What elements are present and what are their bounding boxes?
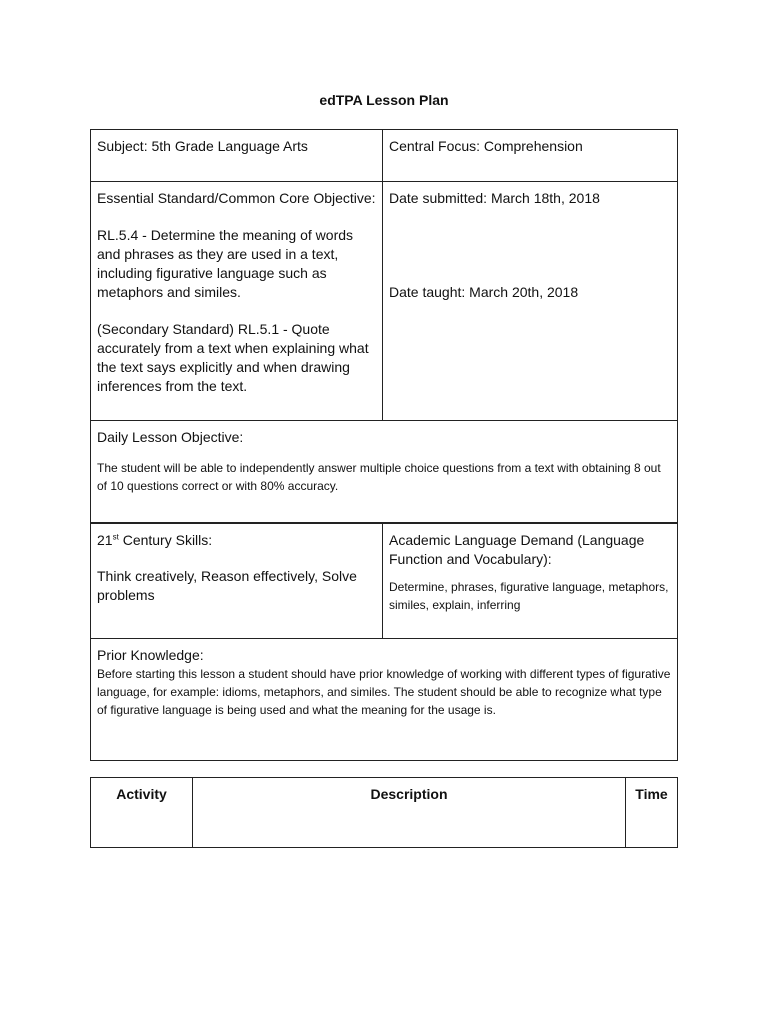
academic-language-text: Determine, phrases, figurative language, metaphors, similes, explain, inferring — [389, 580, 669, 612]
prior-knowledge-heading: Prior Knowledge: — [97, 647, 204, 663]
skills-heading-text: Century Skills: — [118, 532, 213, 548]
description-header: Description — [193, 778, 626, 847]
skills-heading — [97, 531, 376, 550]
time-header: Time — [635, 786, 668, 802]
prior-knowledge-text: Before starting this lesson a student should have prior knowledge of working with different types of figurative language, for example: idioms, metaphors, and similes. The student should be able to recognize what type of figurative language is being used and what the meaning for the usage is. — [97, 667, 671, 717]
activity-header: Activity — [91, 778, 193, 847]
date-taught: Date taught: March 20th, 2018 — [389, 284, 579, 300]
primary-standard: RL.5.4 - Determine the meaning of words and phrases as they are used in a text, including figurative language such as metaphors and similes. — [97, 227, 354, 300]
standards-cell — [91, 182, 383, 420]
skills-heading-number: 21 — [97, 532, 113, 548]
daily-objective-text: The student will be able to independently answer multiple choice questions from a text with obtaining 8 out of 10 questions correct or with 80% accuracy. — [97, 461, 661, 493]
central-focus-cell: Central Focus: Comprehension — [389, 138, 583, 154]
page-title: edTPA Lesson Plan — [319, 92, 449, 108]
skills-heading-sup: st — [112, 532, 119, 542]
academic-language-cell — [383, 524, 677, 638]
skills-cell — [91, 524, 383, 638]
prior-knowledge-row — [91, 639, 677, 760]
skills-row — [91, 523, 677, 639]
lesson-plan-table — [90, 129, 678, 761]
skills-text: Think creatively, Reason effectively, Solve problems — [97, 568, 357, 603]
dates-cell — [383, 182, 677, 420]
daily-objective-row — [91, 421, 677, 523]
standards-row — [91, 182, 677, 421]
secondary-standard: (Secondary Standard) RL.5.1 - Quote accurately from a text when explaining what the text says explicitly and when drawing inferences from the text. — [97, 321, 369, 394]
subject-row — [91, 130, 677, 182]
subject-cell: Subject: 5th Grade Language Arts — [91, 130, 383, 181]
daily-objective-heading: Daily Lesson Objective: — [97, 429, 244, 445]
prior-knowledge-cell — [91, 639, 677, 760]
date-submitted: Date submitted: March 18th, 2018 — [389, 190, 600, 206]
standards-heading: Essential Standard/Common Core Objective: — [97, 190, 376, 206]
activity-table — [90, 777, 678, 848]
academic-language-heading: Academic Language Demand (Language Function and Vocabulary): — [389, 532, 645, 567]
daily-objective-cell — [91, 421, 677, 522]
